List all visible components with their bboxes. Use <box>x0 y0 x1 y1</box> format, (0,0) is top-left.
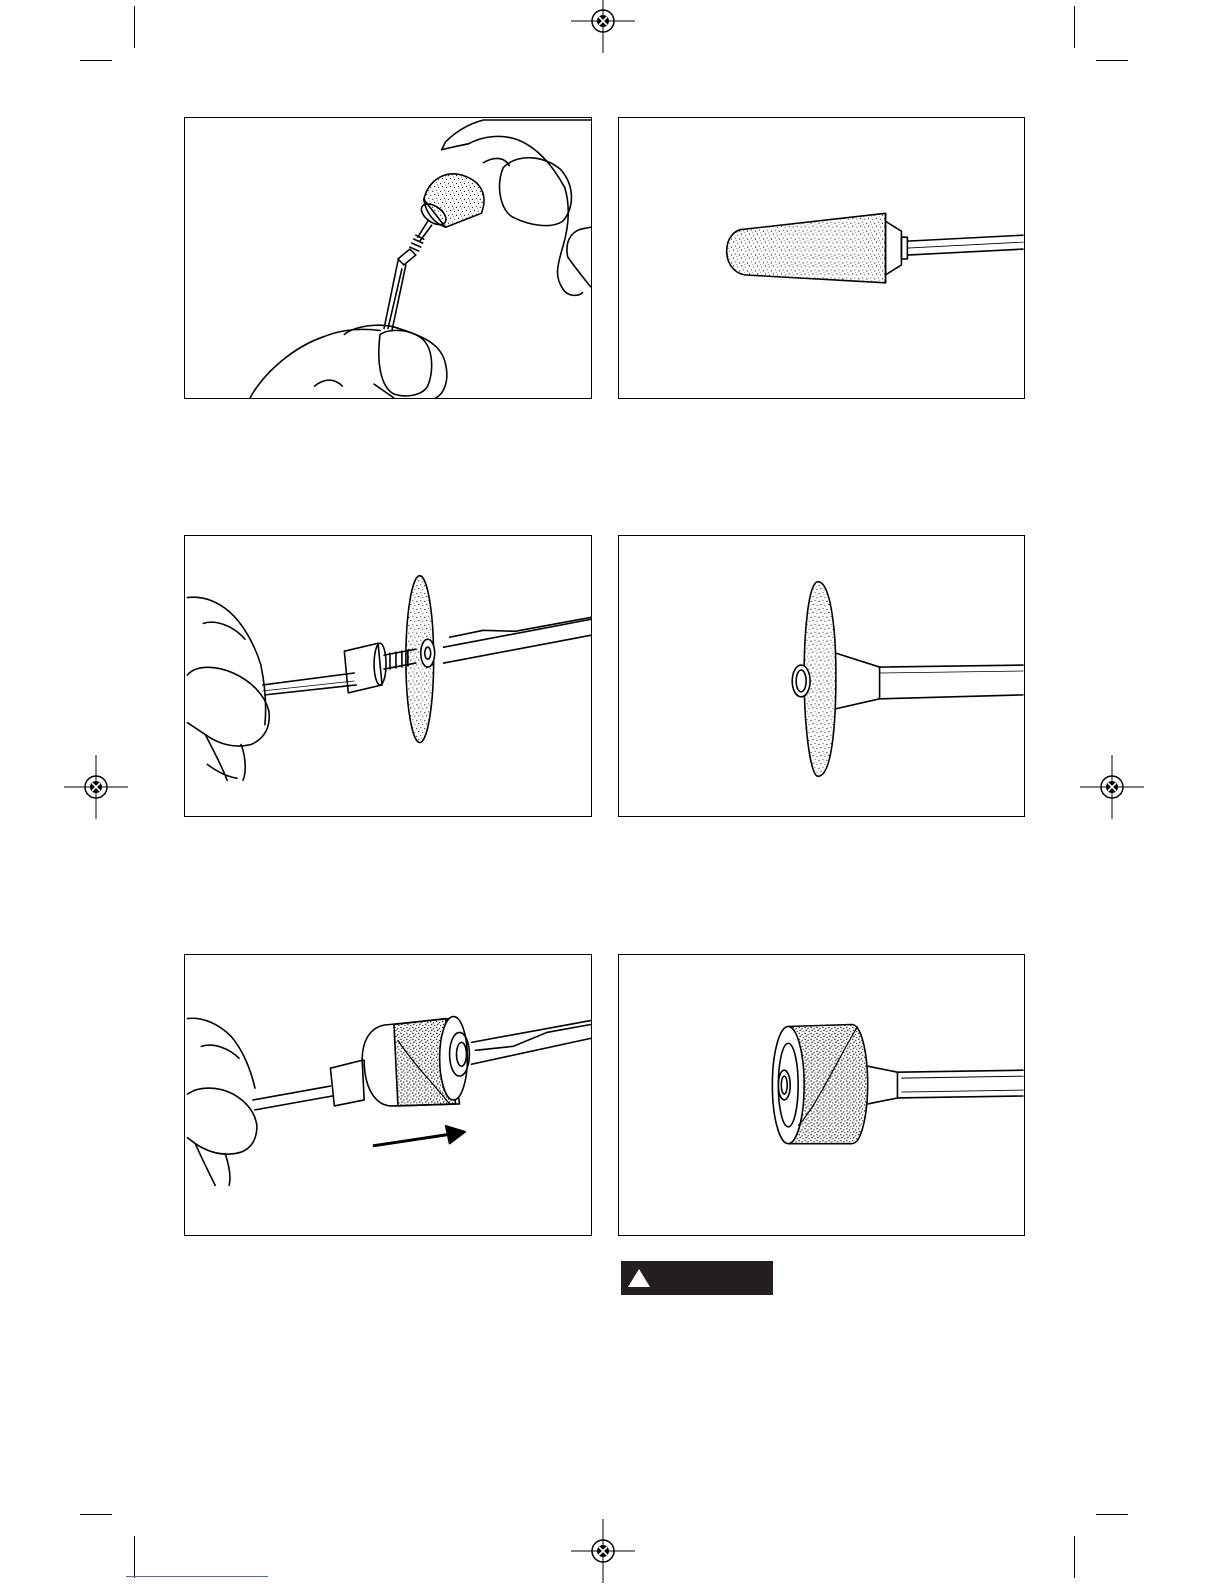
crop-mark <box>1074 6 1075 48</box>
figure-mount-sanding-band <box>184 954 592 1236</box>
registration-mark-icon <box>64 755 128 819</box>
crop-mark <box>80 60 112 61</box>
warning-triangle-icon <box>627 1268 651 1288</box>
warning-badge <box>621 1261 773 1295</box>
figure-mount-stone <box>184 117 592 399</box>
figure-cutoff-wheel-mounted <box>618 535 1025 817</box>
footer-rule <box>126 1576 268 1577</box>
registration-mark-icon <box>571 1519 635 1583</box>
registration-mark-icon <box>1080 755 1144 819</box>
registration-mark-icon <box>571 0 635 53</box>
crop-mark <box>134 1536 135 1578</box>
figure-mount-cutoff-wheel <box>184 535 592 817</box>
crop-mark <box>1074 1536 1075 1578</box>
figure-sanding-band-mounted <box>618 954 1025 1236</box>
crop-mark <box>1096 1514 1128 1515</box>
crop-mark <box>80 1514 112 1515</box>
crop-mark <box>134 6 135 48</box>
figure-stone-mounted <box>618 117 1025 399</box>
crop-mark <box>1096 60 1128 61</box>
